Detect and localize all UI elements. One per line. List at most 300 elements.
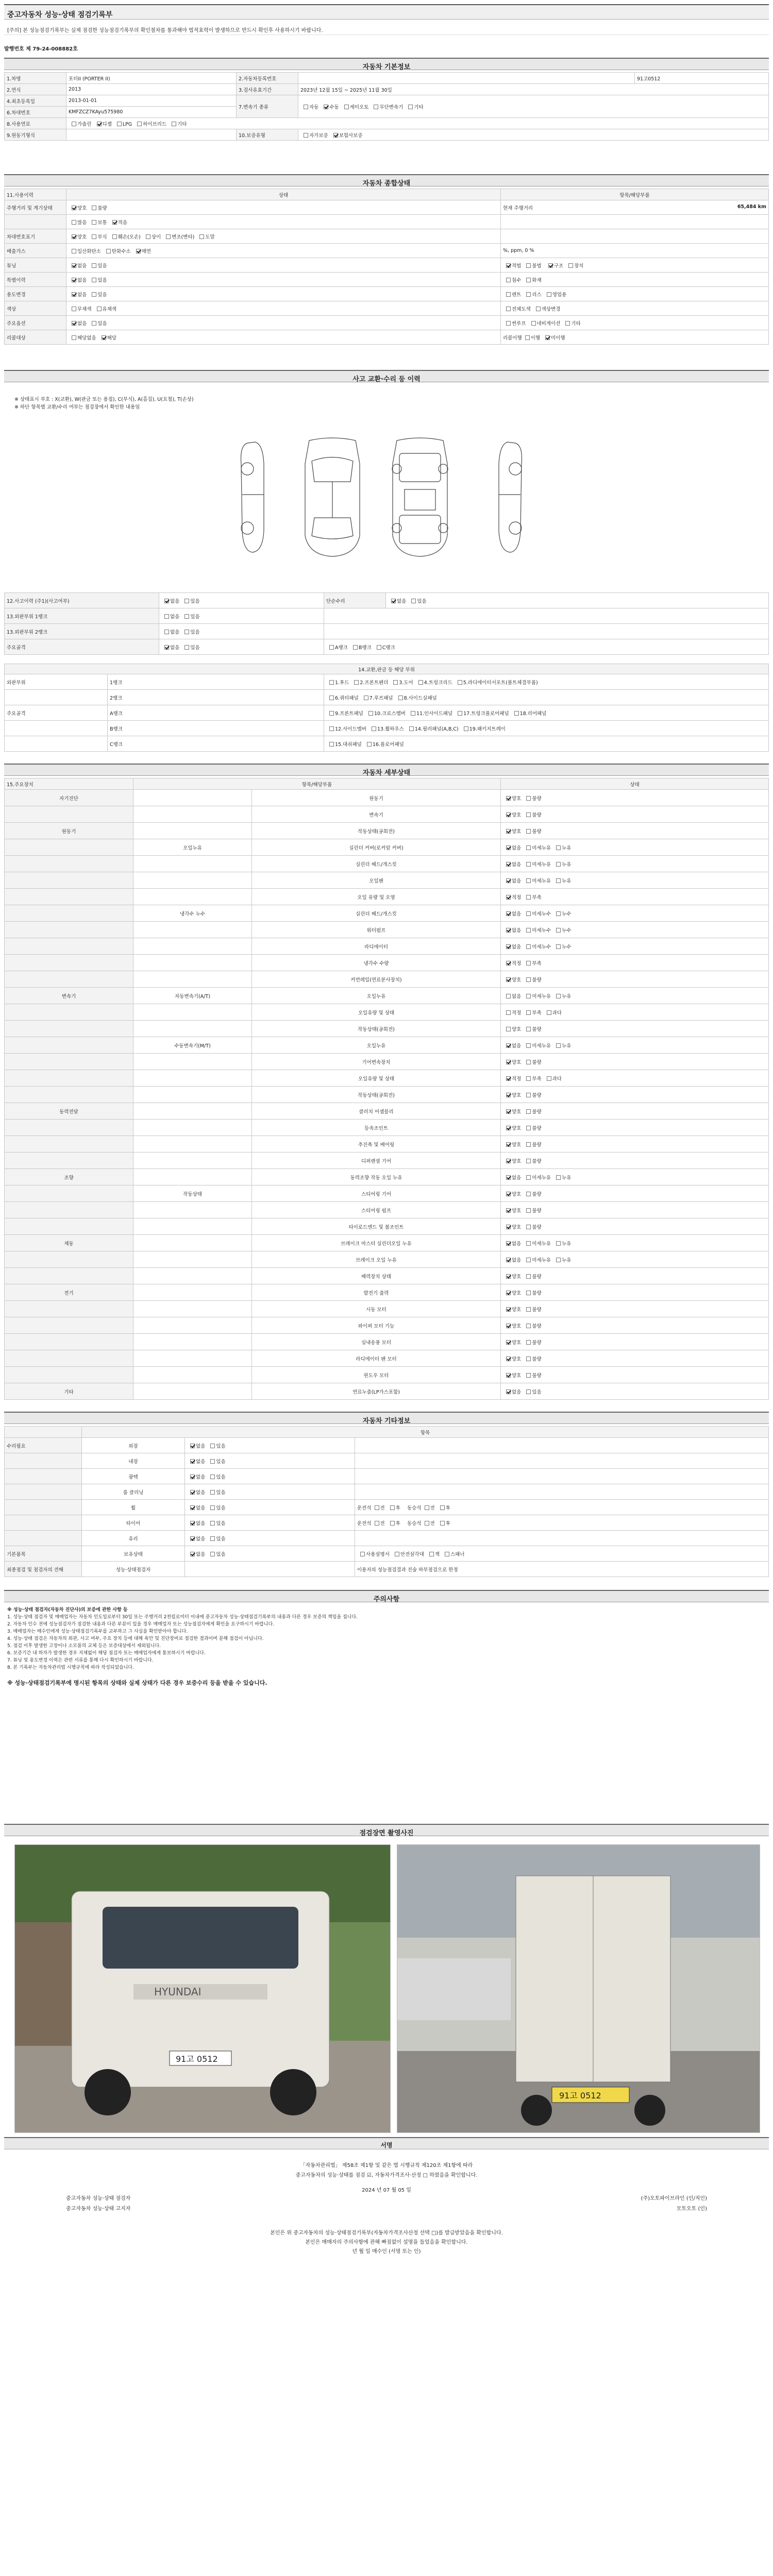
checkbox-icon bbox=[411, 599, 416, 603]
checkbox-icon bbox=[425, 1505, 429, 1510]
checkbox-icon bbox=[190, 1475, 195, 1479]
checkbox-option: 양호 bbox=[503, 1025, 521, 1032]
detail-item: 기어변속장치 bbox=[252, 1054, 501, 1070]
detail-sub bbox=[133, 1251, 252, 1268]
checkbox-option: 매연 bbox=[133, 247, 151, 255]
other-item: 광택 bbox=[82, 1469, 185, 1484]
section-basic: 자동차 기본정보 bbox=[4, 58, 769, 70]
checkbox-option: 양호 bbox=[503, 1207, 521, 1214]
detail-col-status: 상태 bbox=[501, 778, 769, 790]
checkbox-option: 1.후드 bbox=[326, 679, 349, 686]
checkbox-option: 불량 bbox=[523, 1190, 541, 1197]
checkbox-option: 미세누유 bbox=[523, 992, 551, 999]
detail-group bbox=[5, 1334, 133, 1350]
sig-inspector-label: 중고자동차 성능·상태 점검자 bbox=[66, 2196, 131, 2201]
checkbox-icon bbox=[526, 812, 531, 817]
checkbox-option: 양호 bbox=[69, 233, 87, 240]
checkbox-icon bbox=[526, 845, 531, 850]
checkbox-icon bbox=[526, 278, 531, 282]
checkbox-option: 양호 bbox=[503, 811, 521, 818]
checkbox-option: 불량 bbox=[523, 1355, 541, 1362]
accident-row bbox=[5, 624, 769, 639]
detail-sub: 자동변속기(A/T) bbox=[133, 988, 252, 1004]
checkbox-option: 불량 bbox=[523, 1141, 541, 1148]
detail-group bbox=[5, 1317, 133, 1334]
detail-sub bbox=[133, 823, 252, 839]
checkbox-icon bbox=[526, 1109, 531, 1114]
checkbox-icon bbox=[526, 829, 531, 834]
detail-status bbox=[501, 988, 769, 1004]
checkbox-icon bbox=[526, 911, 531, 916]
checkbox-icon bbox=[464, 726, 468, 731]
checkbox-option: 없음 bbox=[161, 613, 179, 620]
checkbox-icon bbox=[184, 599, 189, 603]
checkbox-icon bbox=[418, 680, 423, 685]
checkbox-option: 하이브리드 bbox=[134, 120, 166, 127]
checkbox-icon bbox=[440, 1505, 445, 1510]
checkbox-option: 미세누유 bbox=[523, 1174, 551, 1181]
checkbox-option: 양호 bbox=[503, 1190, 521, 1197]
checkbox-icon bbox=[526, 944, 531, 949]
checkbox-icon bbox=[458, 711, 462, 716]
detail-row bbox=[5, 1120, 769, 1136]
checkbox-icon bbox=[210, 1505, 215, 1510]
checkbox-option: 이행 bbox=[522, 334, 540, 341]
checkbox-option: 불량 bbox=[523, 1322, 541, 1329]
checkbox-icon bbox=[164, 599, 169, 603]
checkbox-icon bbox=[547, 1010, 551, 1015]
caution-notes bbox=[7, 1606, 766, 1687]
detail-sub bbox=[133, 1383, 252, 1400]
checkbox-icon bbox=[190, 1536, 195, 1541]
checkbox-icon bbox=[445, 1552, 449, 1556]
checkbox-option: 미세누유 bbox=[523, 844, 551, 851]
checkbox-icon bbox=[514, 711, 519, 716]
checkbox-option: 양호 bbox=[503, 1124, 521, 1131]
checkbox-icon bbox=[210, 1552, 215, 1556]
checkbox-icon bbox=[210, 1536, 215, 1541]
checkbox-icon bbox=[425, 1521, 429, 1526]
checkbox-icon bbox=[92, 278, 96, 282]
detail-status bbox=[501, 1169, 769, 1185]
svg-text:91고 0512: 91고 0512 bbox=[176, 2054, 218, 2064]
overall-row bbox=[5, 273, 769, 287]
overall-col-history: 11.사용이력 bbox=[5, 189, 66, 200]
checkbox-icon bbox=[526, 1159, 531, 1163]
detail-sub bbox=[133, 1317, 252, 1334]
checkbox-option: 불량 bbox=[523, 1058, 541, 1065]
checkbox-icon bbox=[506, 1159, 511, 1163]
other-row bbox=[5, 1546, 769, 1562]
sig-inspector-value: (주)오토파이브라인 (인/직인) bbox=[641, 2196, 707, 2201]
detail-status bbox=[501, 1268, 769, 1284]
sig-line1: 「자동차관리법」 제58조 제1항 및 같은 법 시행규칙 제120조 제1항에 따라 bbox=[300, 2163, 473, 2168]
checkbox-icon bbox=[97, 122, 102, 126]
detail-group bbox=[5, 1350, 133, 1367]
overall-item-name: 배출가스 bbox=[5, 244, 66, 258]
overall-item-detail: 현재 주행거리 65,484 km bbox=[501, 200, 769, 215]
checkbox-option: 유채색 bbox=[94, 305, 117, 312]
detail-sub: 냉각수 누수 bbox=[133, 905, 252, 922]
checkbox-option: 양호 bbox=[69, 204, 87, 211]
checkbox-option: 전 bbox=[422, 1519, 435, 1527]
detail-sub: 오일누유 bbox=[133, 839, 252, 856]
checkbox-icon bbox=[526, 1291, 531, 1295]
detail-status bbox=[501, 1235, 769, 1251]
checkbox-option: 미세누유 bbox=[523, 877, 551, 884]
checkbox-icon bbox=[372, 726, 376, 731]
accident-row bbox=[5, 608, 769, 624]
checkbox-option: 구조 bbox=[545, 262, 563, 269]
detail-item: 디퍼렌셜 기어 bbox=[252, 1153, 501, 1169]
checkbox-icon bbox=[72, 292, 76, 297]
checkbox-icon bbox=[556, 944, 561, 949]
checkbox-option: 자가보증 bbox=[300, 131, 328, 139]
checkbox-option: 기타 bbox=[405, 103, 423, 110]
detail-row bbox=[5, 1284, 769, 1301]
svg-text:HYUNDAI: HYUNDAI bbox=[154, 1986, 201, 1998]
checkbox-icon bbox=[506, 1291, 511, 1295]
overall-item-name: 색상 bbox=[5, 301, 66, 316]
detail-status bbox=[501, 1103, 769, 1120]
section-signature: 서명 bbox=[4, 2137, 769, 2149]
label-fuel: 8.사용연료 bbox=[5, 118, 66, 129]
caution-line: 4. 성능·상태 점검은 자동차의 외관, 사고 여부, 주요 장치 등에 대해 육안 및 진단장비로 점검한 결과이며 분해 점검이 아닙니다. bbox=[7, 1636, 264, 1641]
detail-item: 실린더 커버(로커암 커버) bbox=[252, 839, 501, 856]
detail-row bbox=[5, 1202, 769, 1218]
checkbox-option: 부족 bbox=[523, 1075, 541, 1082]
checkbox-icon bbox=[526, 1340, 531, 1345]
detail-row bbox=[5, 938, 769, 955]
detail-sub bbox=[133, 856, 252, 872]
detail-row bbox=[5, 1268, 769, 1284]
checkbox-option: 없음 bbox=[503, 992, 521, 999]
checkbox-option: 양호 bbox=[503, 1223, 521, 1230]
checkbox-option: 미세누수 bbox=[523, 910, 551, 917]
checkbox-icon bbox=[72, 220, 76, 225]
checkbox-option: 불량 bbox=[523, 1273, 541, 1280]
overall-row bbox=[5, 301, 769, 316]
checkbox-icon bbox=[184, 630, 189, 634]
checkbox-icon bbox=[506, 994, 511, 998]
overall-item-detail bbox=[501, 316, 769, 330]
detail-status bbox=[501, 1284, 769, 1301]
other-group bbox=[5, 1484, 82, 1500]
checkbox-icon bbox=[506, 1225, 511, 1229]
detail-status bbox=[501, 1153, 769, 1169]
checkbox-icon bbox=[506, 1208, 511, 1213]
checkbox-option: 안전삼각대 bbox=[392, 1550, 424, 1557]
detail-sub bbox=[133, 1268, 252, 1284]
detail-sub: 작동상태 bbox=[133, 1185, 252, 1202]
checkbox-icon bbox=[102, 335, 106, 340]
detail-sub bbox=[133, 938, 252, 955]
basic-info-table bbox=[4, 72, 769, 141]
checkbox-icon bbox=[506, 1142, 511, 1147]
checkbox-icon bbox=[526, 292, 531, 297]
checkbox-icon bbox=[506, 1060, 511, 1064]
detail-status bbox=[501, 1218, 769, 1235]
checkbox-icon bbox=[92, 263, 96, 268]
checkbox-icon bbox=[210, 1459, 215, 1464]
checkbox-icon bbox=[329, 742, 334, 747]
detail-item: 추진축 및 베어링 bbox=[252, 1136, 501, 1153]
checkbox-icon bbox=[506, 1175, 511, 1180]
checkbox-icon bbox=[506, 829, 511, 834]
checkbox-option: 없음 bbox=[187, 1442, 205, 1449]
detail-group bbox=[5, 856, 133, 872]
value-reg-label bbox=[298, 73, 635, 84]
value-vin: KMFZCZ7KAyu575980 bbox=[66, 107, 237, 118]
checkbox-option: 없음 bbox=[187, 1458, 205, 1465]
checkbox-option: 수동 bbox=[321, 103, 339, 110]
checkbox-option: A랭크 bbox=[326, 643, 348, 651]
value-plate: 91고0512 bbox=[635, 73, 769, 84]
checkbox-option: 있음 bbox=[89, 319, 107, 327]
value-inspection-period: 2023년 12월 15일 ~ 2025년 11월 30일 bbox=[298, 84, 769, 95]
detail-item: 등속조인트 bbox=[252, 1120, 501, 1136]
frame-title: 14.교환,판금 등 해당 부위 bbox=[5, 664, 769, 674]
detail-group: 제동 bbox=[5, 1235, 133, 1251]
detail-item: 오일 유량 및 오염 bbox=[252, 889, 501, 905]
detail-group bbox=[5, 1070, 133, 1087]
checkbox-option: 불량 bbox=[523, 1338, 541, 1346]
checkbox-icon bbox=[92, 292, 96, 297]
checkbox-icon bbox=[409, 726, 414, 731]
detail-row bbox=[5, 1251, 769, 1268]
checkbox-option: 없음 bbox=[503, 943, 521, 950]
checkbox-icon bbox=[545, 335, 550, 340]
checkbox-icon bbox=[375, 1505, 379, 1510]
detail-item: 발전기 출력 bbox=[252, 1284, 501, 1301]
checkbox-option: 후 bbox=[387, 1519, 400, 1527]
checkbox-icon bbox=[526, 1324, 531, 1328]
checkbox-option: 없음 bbox=[503, 1174, 521, 1181]
detail-group: 변속기 bbox=[5, 988, 133, 1004]
checkbox-option: 후 bbox=[437, 1519, 450, 1527]
detail-row bbox=[5, 1037, 769, 1054]
checkbox-option: 양호 bbox=[503, 976, 521, 983]
detail-col-item: 항목/해당부품 bbox=[133, 778, 501, 790]
overall-row bbox=[5, 200, 769, 215]
checkbox-option: 누유 bbox=[553, 1240, 571, 1247]
other-row bbox=[5, 1531, 769, 1546]
section-other: 자동차 기타정보 bbox=[4, 1412, 769, 1424]
overall-row bbox=[5, 229, 769, 244]
detail-row bbox=[5, 1070, 769, 1087]
detail-group: 전기 bbox=[5, 1284, 133, 1301]
other-item: 성능·상태점검자 bbox=[82, 1562, 185, 1577]
checkbox-icon bbox=[526, 1225, 531, 1229]
checkbox-option: 없음 bbox=[187, 1504, 205, 1511]
detail-sub bbox=[133, 1054, 252, 1070]
svg-text:91고 0512: 91고 0512 bbox=[559, 2091, 601, 2100]
checkbox-option: 있음 bbox=[207, 1473, 225, 1480]
other-row: 타이어 없음 있음 운전석 전 후 동승석 전 후 bbox=[5, 1515, 769, 1531]
label-reg-no: 2.자동차등록번호 bbox=[237, 73, 298, 84]
detail-status bbox=[501, 1350, 769, 1367]
checkbox-option: 2.프론트펜더 bbox=[351, 679, 388, 686]
label-vin: 6.차대번호 bbox=[5, 107, 66, 118]
checkbox-option: 4.트렁크리드 bbox=[415, 679, 452, 686]
checkbox-option: 불량 bbox=[523, 1306, 541, 1313]
detail-status bbox=[501, 1367, 769, 1383]
checkbox-option: 전체도색 bbox=[503, 305, 531, 312]
detail-item: 오일팬 bbox=[252, 872, 501, 889]
caution-line: 3. 매매업자는 매수인에게 성능·상태점검기록부를 교부하고 그 사실을 확인받아야 합니다. bbox=[7, 1629, 188, 1634]
checkbox-option: 썬루프 bbox=[503, 319, 526, 327]
accident-legend bbox=[14, 396, 194, 411]
detail-status bbox=[501, 1334, 769, 1350]
checkbox-icon bbox=[506, 977, 511, 982]
checkbox-icon bbox=[526, 1258, 531, 1262]
checkbox-option: 있음 bbox=[207, 1535, 225, 1542]
detail-sub bbox=[133, 889, 252, 905]
checkbox-option: 16.플로어패널 bbox=[364, 740, 404, 748]
checkbox-icon bbox=[536, 307, 541, 311]
detail-row bbox=[5, 1334, 769, 1350]
detail-item: 냉각수 수량 bbox=[252, 955, 501, 971]
checkbox-icon bbox=[333, 133, 338, 138]
detail-status bbox=[501, 889, 769, 905]
checkbox-icon bbox=[506, 845, 511, 850]
checkbox-icon bbox=[526, 1389, 531, 1394]
sig-dealer-label: 중고자동차 성능·상태 고지자 bbox=[66, 2206, 131, 2212]
checkbox-icon bbox=[526, 895, 531, 900]
checkbox-option: 불량 bbox=[523, 1157, 541, 1164]
checkbox-option: 불량 bbox=[523, 811, 541, 818]
checkbox-option: 없음 bbox=[161, 643, 179, 651]
detail-group bbox=[5, 1218, 133, 1235]
checkbox-icon bbox=[506, 1357, 511, 1361]
checkbox-option: 있음 bbox=[89, 291, 107, 298]
checkbox-icon bbox=[172, 122, 176, 126]
checkbox-icon bbox=[329, 680, 334, 685]
checkbox-icon bbox=[106, 249, 111, 253]
checkbox-icon bbox=[393, 680, 398, 685]
checkbox-icon bbox=[526, 862, 531, 867]
checkbox-option: 14.필러패널(A,B,C) bbox=[406, 725, 459, 732]
other-item: 타이어 bbox=[82, 1515, 185, 1531]
checkbox-icon bbox=[112, 234, 117, 239]
detail-row bbox=[5, 1103, 769, 1120]
checkbox-icon bbox=[526, 1093, 531, 1097]
detail-row bbox=[5, 988, 769, 1004]
notice-text: [주의] 본 성능점검기록부는 실제 점검한 성능점검기록부의 확인절차를 통과해야 법적효력이 발생하므로 반드시 확인후 사용하시기 바랍니다. bbox=[4, 24, 769, 35]
detail-status bbox=[501, 1251, 769, 1268]
checkbox-option: 12.사이드멤버 bbox=[326, 725, 366, 732]
checkbox-icon bbox=[506, 1109, 511, 1114]
checkbox-icon bbox=[526, 994, 531, 998]
caution-line: 1. 성능·상태 점검자 및 매매업자는 자동차 인도일로부터 30일 또는 주행거리 2천킬로미터 이내에 중고자동차 성능·상태점검기록부의 내용과 다른 경우 보증의 책임을 집니다. bbox=[7, 1615, 358, 1620]
checkbox-icon bbox=[391, 599, 396, 603]
detail-group bbox=[5, 1120, 133, 1136]
checkbox-icon bbox=[556, 994, 561, 998]
detail-item: 라디에이터 팬 모터 bbox=[252, 1350, 501, 1367]
other-item: 보유상태 bbox=[82, 1546, 185, 1562]
detail-group bbox=[5, 839, 133, 856]
overall-item-name bbox=[5, 215, 66, 229]
checkbox-icon bbox=[526, 1175, 531, 1180]
checkbox-option: 불량 bbox=[523, 827, 541, 835]
detail-group bbox=[5, 1136, 133, 1153]
checkbox-option: 보험사보증 bbox=[330, 131, 363, 139]
value-first-reg: 2013-01-01 bbox=[66, 95, 237, 107]
checkbox-icon bbox=[411, 711, 415, 716]
checkbox-option: 전 bbox=[372, 1504, 385, 1511]
checkbox-icon bbox=[506, 307, 511, 311]
checkbox-option: 양호 bbox=[503, 794, 521, 802]
other-group: 기본품목 bbox=[5, 1546, 82, 1562]
other-row bbox=[5, 1438, 769, 1453]
checkbox-option: 있음 bbox=[181, 628, 199, 635]
detail-status bbox=[501, 1317, 769, 1334]
overall-row bbox=[5, 215, 769, 229]
detail-col-device: 15.주요장치 bbox=[5, 778, 133, 790]
checkbox-option: 6.쿼터패널 bbox=[326, 694, 359, 701]
checkbox-icon bbox=[329, 726, 334, 731]
checkbox-icon bbox=[556, 928, 561, 933]
caution-footer: ※ 성능·상태점검기록부에 명시된 항목의 상태와 실제 상태가 다른 경우 보증수리 등을 받을 수 있습니다. bbox=[7, 1680, 267, 1686]
checkbox-option: 무채색 bbox=[69, 305, 92, 312]
checkbox-icon bbox=[117, 122, 122, 126]
accident-label: 주요골격 bbox=[5, 639, 159, 655]
detail-item: 오일누유 bbox=[252, 1037, 501, 1054]
checkbox-option: B랭크 bbox=[350, 643, 372, 651]
checkbox-option: 없음 bbox=[503, 860, 521, 868]
checkbox-icon bbox=[137, 122, 142, 126]
checkbox-icon bbox=[506, 796, 511, 801]
detail-item: 작동상태(공회전) bbox=[252, 1087, 501, 1103]
checkbox-icon bbox=[506, 944, 511, 949]
detail-sub bbox=[133, 1169, 252, 1185]
checkbox-icon bbox=[354, 680, 359, 685]
checkbox-option: 있음 bbox=[408, 597, 426, 604]
detail-item: 변속기 bbox=[252, 806, 501, 823]
checkbox-option: 있음 bbox=[207, 1458, 225, 1465]
checkbox-option: 많음 bbox=[69, 218, 87, 226]
checkbox-option: 부족 bbox=[523, 1009, 541, 1016]
checkbox-option: 없음 bbox=[187, 1473, 205, 1480]
detail-row bbox=[5, 971, 769, 988]
detail-item: 브레이크 오일 누유 bbox=[252, 1251, 501, 1268]
checkbox-icon bbox=[526, 1192, 531, 1196]
checkbox-icon bbox=[526, 928, 531, 933]
checkbox-icon bbox=[112, 220, 117, 225]
checkbox-icon bbox=[199, 234, 204, 239]
detail-group bbox=[5, 1054, 133, 1070]
checkbox-icon bbox=[166, 234, 171, 239]
checkbox-option: 있음 bbox=[207, 1519, 225, 1527]
detail-row bbox=[5, 1301, 769, 1317]
overall-item-detail bbox=[501, 229, 769, 244]
checkbox-icon bbox=[190, 1490, 195, 1495]
checkbox-option: 양호 bbox=[503, 1322, 521, 1329]
checkbox-icon bbox=[92, 220, 96, 225]
overall-item-options bbox=[66, 316, 501, 330]
value-car-name: 포터II (PORTER II) bbox=[66, 73, 237, 84]
detail-row bbox=[5, 1136, 769, 1153]
checkbox-icon bbox=[395, 1552, 399, 1556]
overall-item-name: 튜닝 bbox=[5, 258, 66, 273]
checkbox-icon bbox=[360, 1552, 365, 1556]
checkbox-icon bbox=[526, 1027, 531, 1031]
checkbox-icon bbox=[547, 1076, 551, 1081]
caution-line: 6. 보증기간 내 하자가 발생한 경우 지체없이 해당 점검자 또는 매매업자에게 통보하시기 바랍니다. bbox=[7, 1651, 206, 1656]
detail-sub bbox=[133, 971, 252, 988]
checkbox-option: 없음 bbox=[503, 926, 521, 934]
detail-item: 브레이크 마스터 실린더오일 누유 bbox=[252, 1235, 501, 1251]
